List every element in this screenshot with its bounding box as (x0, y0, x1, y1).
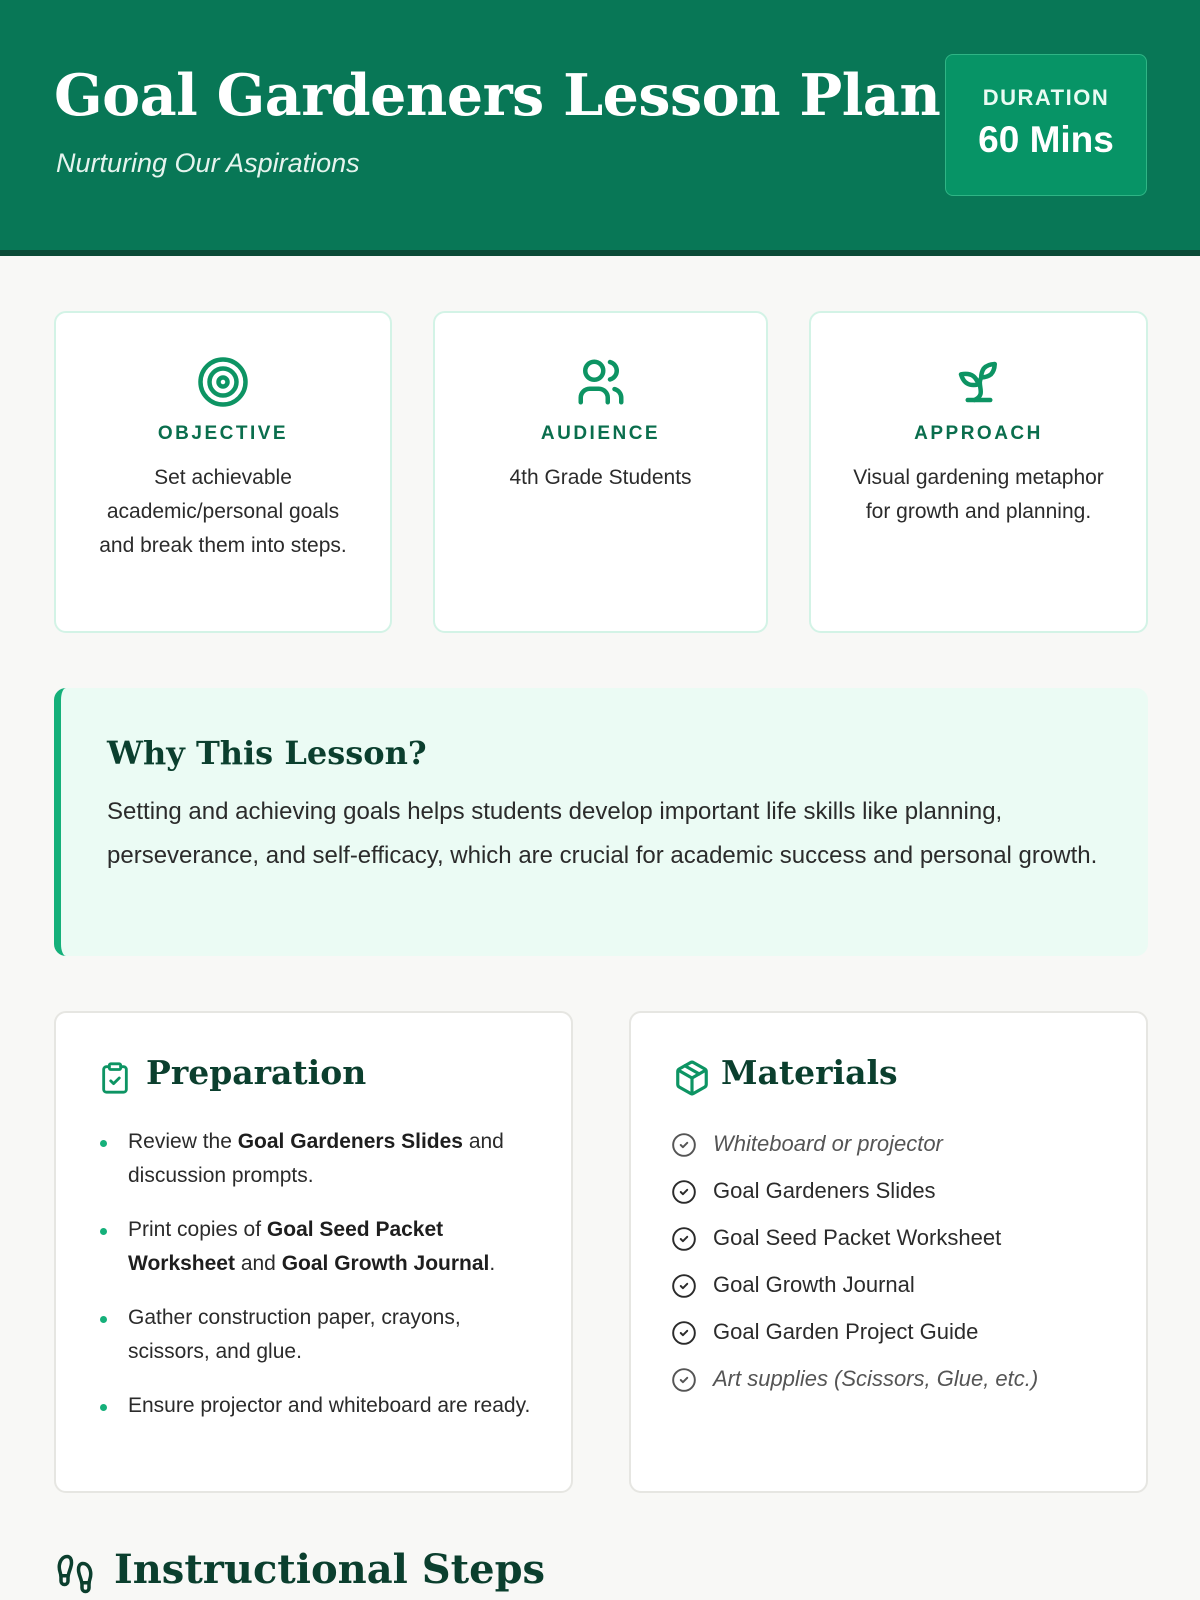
approach-label: APPROACH (914, 423, 1043, 444)
why-title: Why This Lesson? (107, 734, 427, 772)
audience-card (433, 311, 768, 633)
users-icon (435, 355, 766, 411)
list-item: Art supplies (Scissors, Glue, etc.) (671, 1362, 1126, 1409)
preparation-list (100, 1125, 541, 1443)
approach-text: Visual gardening metaphor for growth and planning. (853, 466, 1104, 523)
check-circle-icon (671, 1320, 697, 1346)
approach-card (809, 311, 1148, 633)
audience-text: 4th Grade Students (509, 466, 692, 489)
list-item: Review the Goal Gardeners Slides and discussion prompts. (100, 1125, 541, 1193)
list-item: Goal Garden Project Guide (671, 1315, 1126, 1362)
duration-badge (945, 54, 1147, 196)
check-circle-icon (671, 1273, 697, 1299)
steps-title: Instructional Steps (114, 1546, 546, 1593)
check-circle-icon (671, 1226, 697, 1252)
objective-label: OBJECTIVE (157, 423, 289, 444)
materials-title: Materials (721, 1053, 898, 1092)
preparation-title: Preparation (146, 1053, 367, 1092)
list-item: Gather construction paper, crayons, scissors, and glue. (100, 1301, 541, 1369)
list-item: Goal Seed Packet Worksheet (671, 1221, 1126, 1268)
materials-list (671, 1127, 1126, 1409)
clipboard-check-icon (98, 1059, 132, 1101)
page-title: Goal Gardeners Lesson Plan (54, 62, 941, 129)
package-icon (673, 1059, 711, 1101)
duration-value: 60 Mins (978, 119, 1114, 160)
list-item: Goal Gardeners Slides (671, 1174, 1126, 1221)
list-item: Ensure projector and whiteboard are ready. (100, 1389, 541, 1423)
check-circle-icon (671, 1367, 697, 1393)
page-subtitle: Nurturing Our Aspirations (56, 148, 360, 178)
footprints-icon (54, 1552, 96, 1600)
objective-text: Set achievable academic/personal goals and break them into steps. (99, 466, 347, 557)
materials-panel (629, 1011, 1148, 1493)
duration-label: DURATION (982, 85, 1110, 110)
list-item: Goal Growth Journal (671, 1268, 1126, 1315)
check-circle-icon (671, 1179, 697, 1205)
sprout-icon (811, 355, 1146, 411)
preparation-panel (54, 1011, 573, 1493)
list-item: Print copies of Goal Seed Packet Worksheet and Goal Growth Journal. (100, 1213, 541, 1281)
why-callout (54, 688, 1148, 956)
objective-card (54, 311, 392, 633)
target-icon (56, 355, 390, 411)
check-circle-icon (671, 1132, 697, 1158)
page-header (0, 0, 1200, 256)
audience-label: AUDIENCE (540, 423, 661, 444)
why-text: Setting and achieving goals helps students develop important life skills like planning, perseverance, and self-efficacy, which are crucial for academic success and personal growth. (107, 798, 1098, 869)
list-item: Whiteboard or projector (671, 1127, 1126, 1174)
